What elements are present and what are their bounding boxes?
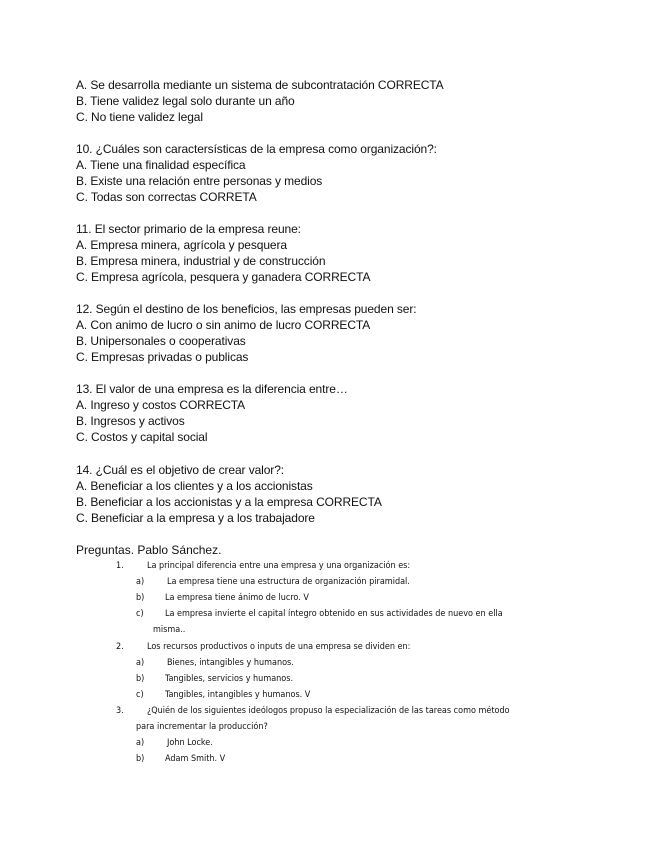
option-a: A. Tiene una finalidad específica — [76, 158, 246, 172]
option-a: A. Ingreso y costos CORRECTA — [76, 398, 246, 412]
question-13 — [76, 381, 636, 445]
option-letter: a) — [136, 658, 145, 668]
option-text: Tangibles, intangibles y humanos. V — [165, 690, 311, 700]
section-heading: Preguntas. Pablo Sánchez. — [76, 543, 222, 557]
option-c: C. No tiene validez legal — [76, 110, 203, 124]
question-text: 14. ¿Cuál es el objetivo de crear valor?: — [76, 463, 285, 477]
question-12 — [76, 301, 636, 365]
item-number: 3. — [116, 706, 124, 716]
item-number: 2. — [116, 642, 124, 652]
question-14 — [76, 462, 636, 526]
option-letter: b) — [136, 593, 145, 603]
option-text: Tangibles, servicios y humanos. — [165, 674, 294, 684]
question-11 — [76, 221, 636, 285]
option-b: B. Unipersonales o cooperativas — [76, 334, 246, 348]
option-text: La empresa tiene ánimo de lucro. V — [165, 593, 309, 603]
option-letter: b) — [136, 674, 145, 684]
option-letter: b) — [136, 754, 145, 764]
option-b: B. Ingresos y activos — [76, 414, 185, 428]
option-text: La empresa tiene una estructura de organización piramidal. — [167, 577, 410, 587]
option-b: B. Beneficiar a los accionistas y a la empresa CORRECTA — [76, 495, 382, 509]
list-item-3-continuation: para incrementar la producción? — [136, 722, 268, 732]
question-9-options — [76, 77, 636, 125]
question-10 — [76, 141, 636, 205]
option-a: A. Con animo de lucro o sin animo de lucro CORRECTA — [76, 318, 371, 332]
option-b: B. Empresa minera, industrial y de construcción — [76, 254, 326, 268]
option-text: La empresa invierte el capital íntegro obtenido en sus actividades de nuevo en ella — [165, 609, 503, 619]
option-c: C. Empresas privadas o publicas — [76, 350, 249, 364]
item-text: ¿Quién de los siguientes ideólogos propuso la especialización de las tareas como método — [147, 706, 510, 716]
option-c: C. Todas son correctas CORRETA — [76, 190, 257, 204]
option-a: A. Se desarrolla mediante un sistema de subcontratación CORRECTA — [76, 78, 444, 92]
option-b: B. Existe una relación entre personas y medios — [76, 174, 323, 188]
option-c: C. Costos y capital social — [76, 430, 208, 444]
list-item-1-option-c-continuation: misma.. — [153, 625, 186, 635]
option-letter: c) — [136, 609, 144, 619]
item-text: La principal diferencia entre una empresa y una organización es: — [147, 561, 411, 571]
option-text: Bienes, intangibles y humanos. — [167, 658, 294, 668]
option-a: A. Empresa minera, agrícola y pesquera — [76, 238, 287, 252]
option-c: C. Empresa agrícola, pesquera y ganadera CORRECTA — [76, 270, 371, 284]
option-c: C. Beneficiar a la empresa y a los trabajadore — [76, 511, 315, 525]
option-letter: a) — [136, 577, 145, 587]
option-letter: c) — [136, 690, 144, 700]
question-text: 10. ¿Cuáles son caractersísticas de la empresa como organización?: — [76, 142, 437, 156]
option-letter: a) — [136, 738, 145, 748]
option-text: Adam Smith. V — [165, 754, 226, 764]
question-text: 11. El sector primario de la empresa reune: — [76, 222, 301, 236]
question-text: 13. El valor de una empresa es la diferencia entre… — [76, 382, 348, 396]
option-a: A. Beneficiar a los clientes y a los accionistas — [76, 479, 313, 493]
item-text: Los recursos productivos o inputs de una empresa se dividen en: — [147, 642, 411, 652]
question-text: 12. Según el destino de los beneficios, las empresas pueden ser: — [76, 302, 417, 316]
option-text: John Locke. — [167, 738, 213, 748]
item-number: 1. — [116, 561, 124, 571]
option-b: B. Tiene validez legal solo durante un año — [76, 94, 295, 108]
